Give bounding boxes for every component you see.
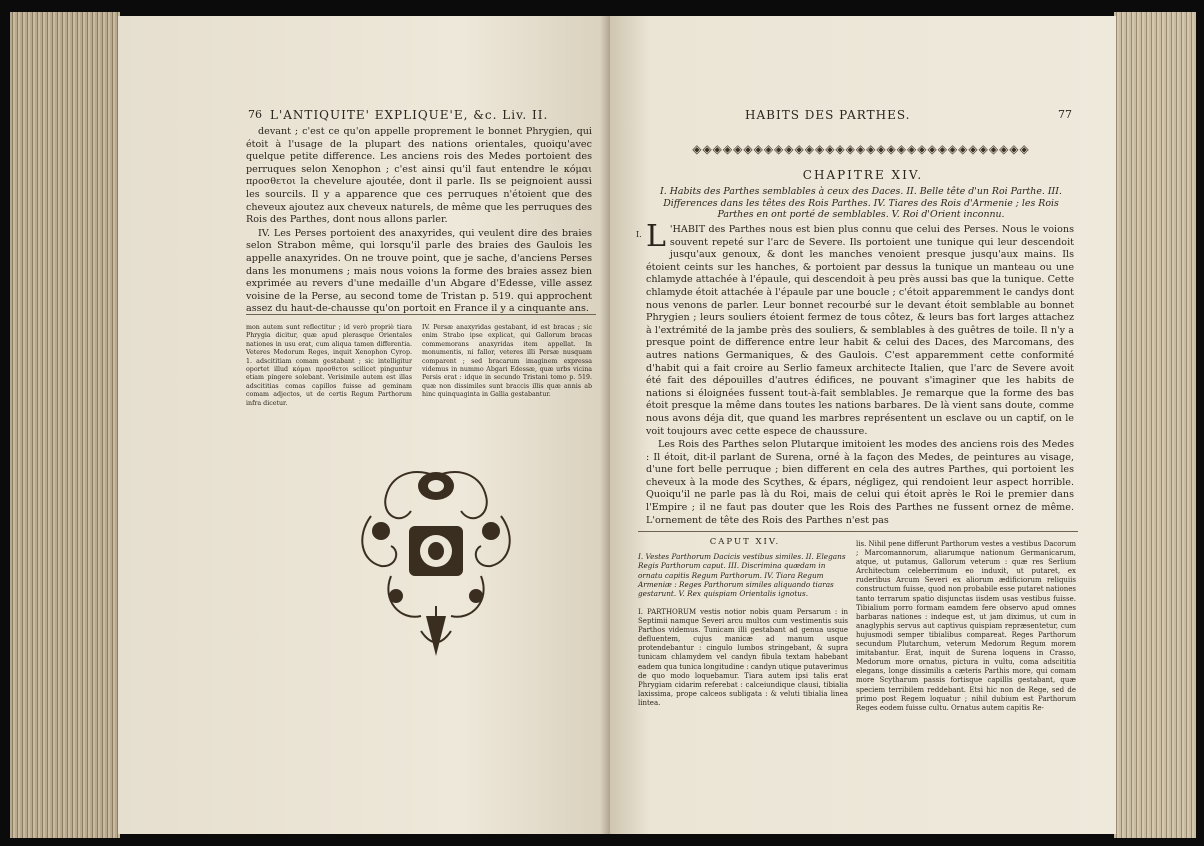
latin-text-col1: I. PARTHORUM vestis notior nobis quam Persarum : in Septimii namque Severi arcu multos cum vestimentis suis Parthos videmus. Tunicam illi gestabant ad genua usque defluentem, cujus manicæ ad manum usque protendebantur : cingulo lumbos stringebant, & supra tunicam chlamydem vel candyn fibula textam habebant eadem qua tunica longitudine : candyn utique putaverimus de quo modo loquebamur. Tiara autem ipsi talis erat Phrygiam cidarim referebat : calceiundique clausi, tibialia laxissima, prope calceos subligata : & veluti tibialia linea lintea. [638, 608, 848, 707]
book-spread [10, 12, 1196, 838]
right-paragraph: Les Rois des Parthes selon Plutarque imitoient les modes des anciens rois des Medes : Il étoit, dit-il parlant de Surena, orné à la façon des Medes, de peintures au visage, d'une fort belle perruque ; bien different en cela des autres Parthes, qui portoient les cheveux à la mode des Scythes, & épars, négligez, qui rendoient leur aspect horrible. Quoiqu'il ne parle pas là du Roi, mais de celui qui étoit après le Roi le premier dans l'Empire ; il ne faut pas douter que les Rois des Parthes ne fussent ornez de même. L'ornement de tête des Rois des Parthes n'est pas [646, 439, 1074, 526]
right-paragraph-first [646, 219, 1074, 438]
left-folio: 76 [248, 108, 262, 121]
right-running-head: HABITS DES PARTHES. [745, 108, 911, 122]
footnote-text: IV. Persæ anaxyridas gestabant, id est bracas ; sic enim Strabo ipse explicat, qui Gallorum bracas commemorans anaxyridas item appellat. In monumentis, ni fallor, veteres illi Persæ nusquam comparent ; sed bracarum imaginem expressa videmus in nummo Abgari Edessæ, quæ urbs vicina Persis erat : idque in secundo Tristani tomo p. 519. quæ non dissimiles sunt braccis illis quæ annis ab hinc quinquaginta in Gallia gestabantur. [422, 324, 592, 399]
drop-cap: L [646, 219, 666, 254]
latin-text-col2: lis. Nihil pene differunt Parthorum vestes a vestibus Dacorum ; Marcomannorum, aliarumque nationum Germanicarum, atque, ut putamus, Gallorum veterum : quæ res Serlium Architectum celeberrimum eo induxit, ut putaret, ex ruderibus Arcum Severi ex aliorum ædificiorum reliquiis constructum fuisse, quod non probabile esse putaret nationes tanto terrarum spatio disjunctas iisdem usas vestibus fuisse. Tibialium porro formam eamdem fere observo apud omnes barbaras nationes : indeque est, ut jam diximus, ut cum in anaglyphis servus aut captivus quispiam repræsentetur, cum hujusmodi semper tibialibus compareat. Reges Parthorum secundum Plutarchum, veterum Medorum Regum morem imitabantur. Erat, inquit de Surena loquens in Crasso, Medorum more ornatus, pictura in vultu, coma adscititia elegans, longe dissimilis a cæteris Parthis more, qui comam more Scytharum passis fortisque capillis gestabant, quæ speciem terribilem reddebant. Etsi hic non de Rege, sed de primo post Regem loquatur ; nihil dubium est Parthorum Reges eodem fuisse cultu. Ornatus autem capitis Re- [856, 540, 1076, 712]
left-footnote-col1 [246, 324, 412, 436]
right-paragraph-text: 'HABIT des Parthes nous est bien plus connu que celui des Perses. Nous le voions souvent repeté sur l'arc de Severe. Ils portoient une tunique qui leur descendoit jusqu'aux genoux, & dont les manches venoient presque jusqu'aux mains. Ils étoient ceints sur les hanches, & portoient par dessus la tunique un manteau ou une chlamyde attachée à l'épaule, qui descendoit à peu près aussi bas que la tunique. Cette chlamyde étoit attachée à l'épaule par une boucle ; c'étoit apparemment le candys dont nous venons de parler. Leur bonnet recourbé sur le devant étoit semblable au bonnet Phrygien ; leurs souliers étoient fermez de tous côtez, & leurs bas fort larges attachez à l'extrémité de la jambe près des souliers, & semblables à des guêtres de toile. Il n'y a presque point de difference entre leur habit & celui des Daces, des Marcomans, des autres nations Germaniques, & des Gaulois. C'est apparemment cette conformité d'habit qui a fait croire au Serlio fameux architecte Italien, que l'arc de Severe avoit été fait des dépouilles d'autres édifices, ne pouvant s'imaginer que les habits de nations si éloignées fussent tout-à-fait semblables. Je remarque que la forme des bas étoit presque la même dans toutes les nations barbares. De là vient sans doute, comme nous avons déja dit, que quand les marbres représentent un esclave ou un captif, on le voit toujours avec cette espece de chaussure. [646, 224, 1074, 437]
right-body-text [646, 219, 1074, 526]
page-edges-right [1114, 12, 1196, 838]
section-marker: I. [636, 230, 642, 239]
left-page [118, 16, 610, 834]
left-paragraph: devant ; c'est ce qu'on appelle proprement le bonnet Phrygien, qui étoit à l'usage de la plupart des nations orientales, quoiqu'avec quelque petite difference. Les anciens rois des Medes portoient des perruques selon Xenophon ; c'est ainsi qu'il faut entendre le κόμαι προσθετοι la chevelure ajoutée, dont il parle. Ils se peignoient aussi les sourcils. Il y a apparence que ces perruques n'étoient que des cheveux ajoutez aux cheveux naturels, de même que les perruques des Rois des Parthes, dont nous allons parler. [246, 126, 592, 226]
chapter-summary: I. Habits des Parthes semblables à ceux des Daces. II. Belle tête d'un Roi Parthe. III. Differences dans les têtes des Rois Parthes. IV. Tiares des Rois d'Armenie ; les Rois Parthes en ont porté de semblables. V. Roi d'Orient inconnu. [660, 186, 1062, 220]
footnote-text: mon autem sunt reflectitur ; id verò propriè tiara Phrygia dicitur, quæ apud plerasque Orientales nationes in usu erat, cum aliqua tamen differentia. Veteres Medorum Reges, inquit Xenophon Cyrop. 1. adscititiam comam gestabant ; sic intelligitur oportet illud κόμαι προσθετοι scilicet pinguntur etiam pingere solebant. Verisimile autem est illas adscititias comas capillos fuisse ad geminam comam adjectos, ut de certis Regum Parthorum infra dicetur. [246, 324, 412, 407]
ornament-border: ◈◈◈◈◈◈◈◈◈◈◈◈◈◈◈◈◈◈◈◈◈◈◈◈◈◈◈◈◈◈◈◈◈ [692, 142, 1030, 156]
left-body-text [246, 126, 592, 315]
right-folio: 77 [1058, 108, 1072, 121]
latin-section-rule [638, 531, 1078, 532]
footnote-rule [246, 314, 596, 315]
left-footnote-col2 [422, 324, 592, 436]
latin-summary: I. Vestes Parthorum Dacicis vestibus similes. II. Elegans Regis Parthorum caput. III. Discrimina quædam in ornatu capitis Regum Parthorum. IV. Tiara Regum Armeniæ : Reges Parthorum similes aliquando tiaras gestarunt. V. Rex quispiam Orientalis ignotus. [638, 552, 846, 599]
chapter-title: CHAPITRE XIV. [802, 168, 924, 182]
page-edges-left [10, 12, 120, 838]
ornamental-vignette [351, 456, 521, 661]
caput-title: CAPUT XIV. [709, 537, 781, 547]
right-page [610, 16, 1116, 834]
left-paragraph: IV. Les Perses portoient des anaxyrides, qui veulent dire des braies selon Strabon même, qui lorsqu'il parle des braies des Gaulois les appelle anaxyrides. On ne trouve point, que je sache, d'anciens Perses dans les monumens ; mais nous voions la forme des braies assez bien exprimée au revers d'une medaille d'un Abgare d'Edesse, ville assez voisine de la Perse, au second tome de Tristan p. 519. qui approchent assez du haut-de-chausse qu'on portoit en France il y a cinquante ans. [246, 227, 592, 315]
left-running-head: L'ANTIQUITE' EXPLIQUE'E, &c. Liv. II. [270, 108, 549, 122]
